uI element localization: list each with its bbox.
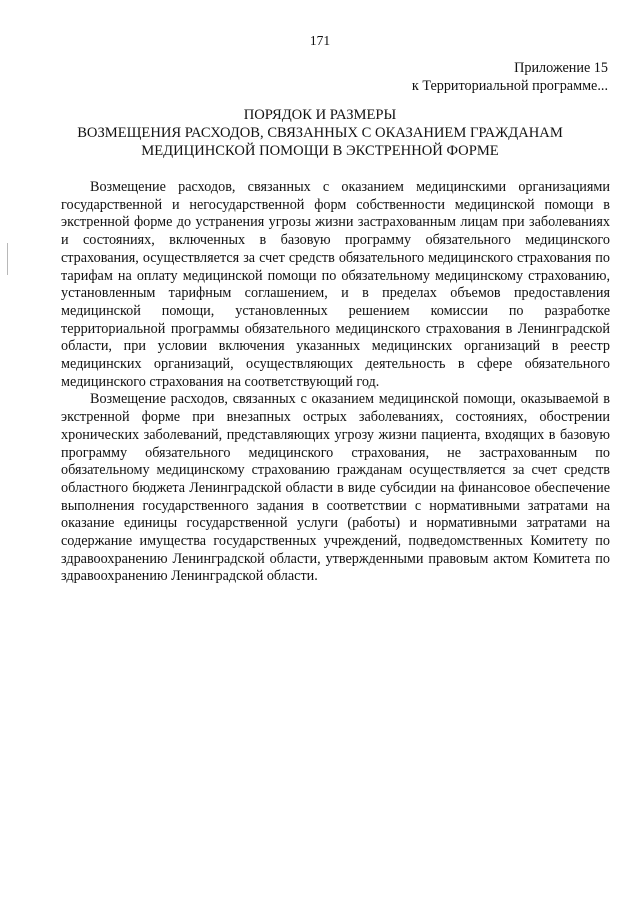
scan-edge-mark xyxy=(7,243,8,275)
title-line-3: МЕДИЦИНСКОЙ ПОМОЩИ В ЭКСТРЕННОЙ ФОРМЕ xyxy=(141,143,499,159)
page-number: 171 xyxy=(309,33,331,48)
appendix-number: Приложение 15 xyxy=(514,60,608,76)
appendix-program-ref: к Территориальной программе... xyxy=(411,78,608,94)
appendix-reference xyxy=(412,59,608,95)
document-title xyxy=(40,106,600,160)
title-line-1: ПОРЯДОК И РАЗМЕРЫ xyxy=(243,107,397,123)
paragraph-2: Возмещение расходов, связанных с оказанием медицинской помощи, оказываемой в экстренной форме при внезапных острых заболеваниях, состояниях, обострении хронических заболеваний, представляющих угрозу жизни пациента, входящих в базовую программу обязательного медицинского страхования, не застрахованным по обязательному медицинскому страхованию гражданам осуществляется за счет средств областного бюджета Ленинградской области в виде субсидии на финансовое обеспечение выполнения государственного задания в соответствии с нормативными затратами на оказание единицы государственной услуги (работы) и нормативными затратами на содержание имущества государственных учреждений, подведомственных Комитету по здравоохранению Ленинградской области, утвержденными правовым актом Комитета по здравоохранению Ленинградской области. xyxy=(61,391,610,585)
title-line-2: ВОЗМЕЩЕНИЯ РАСХОДОВ, СВЯЗАННЫХ С ОКАЗАНИЕМ ГРАЖДАНАМ xyxy=(77,125,563,141)
paragraph-1: Возмещение расходов, связанных с оказанием медицинскими организациями государственной и негосударственной форм собственности медицинской помощи в экстренной форме до устранения угрозы жизни застрахованным лицам при заболеваниях и состояниях, включенных в базовую программу обязательного медицинского страхования, осуществляется за счет средств обязательного медицинского страхования по тарифам на оплату медицинской помощи по обязательному медицинскому страхованию, установленным тарифным соглашением, и в пределах объемов предоставления медицинской помощи, установленных решением комиссии по разработке территориальной программы обязательного медицинского страхования в Ленинградской области, при условии включения указанных медицинских организаций в реестр медицинских организаций, осуществляющих деятельность в сфере обязательного медицинского страхования на соответствующий год. xyxy=(61,179,610,390)
document-body xyxy=(61,179,610,586)
